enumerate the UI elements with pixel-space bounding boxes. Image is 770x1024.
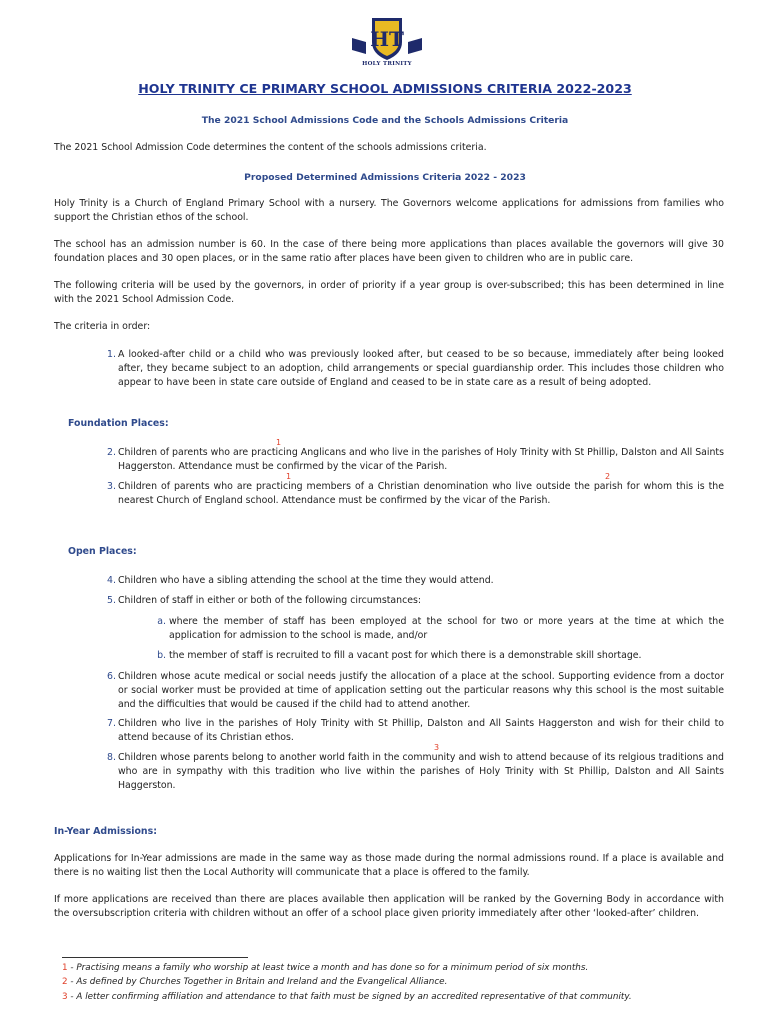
item-5a-letter: a. (157, 616, 166, 627)
item-5-number: 5. (107, 595, 116, 606)
in-year-paragraph-2: If more applications are received than there are places available then application will be ranked by the Governing Body in accordance with the oversubscription criteria with children without an offer of a school place given priority immediately after other ‘looked-after’ children. (54, 894, 724, 919)
crest-left-wing (352, 38, 366, 54)
subheading-proposed: Proposed Determined Admissions Criteria 2022 - 2023 (244, 172, 526, 183)
crest-right-wing (408, 38, 422, 54)
item-6-number: 6. (107, 671, 116, 682)
footnote-2-number: 2 (62, 977, 68, 987)
footnote-2 (62, 975, 447, 989)
item-3-number: 3. (107, 481, 116, 492)
footnote-divider (62, 957, 248, 958)
item-1-text: A looked-after child or a child who was previously looked after, but ceased to be so because, immediately after being looked after, they became subject to an adoption, child arrangements or special guardianship order. This includes those children who appear to have been in state care outside of England and ceased to be in state care as a result of being adopted. (118, 349, 724, 388)
item-7-text: Children who live in the parishes of Holy Trinity with St Phillip, Dalston and All Saints Haggerston and wish for their child to attend because of its Christian ethos. (118, 718, 724, 743)
item-5b-text: the member of staff is recruited to fill a vacant post for which there is a demonstrable skill shortage. (169, 650, 642, 661)
paragraph-intro: Holy Trinity is a Church of England Primary School with a nursery. The Governors welcome applications for admissions from families who support the Christian ethos of the school. (54, 198, 724, 223)
item-2-text: Children of parents who are practicing Anglicans and who live in the parishes of Holy Trinity with St Phillip, Dalston and All Saints Haggerston. Attendance must be confirmed by the vicar of the Parish. (118, 447, 724, 472)
footnote-1 (62, 961, 588, 975)
item-8-text: Children whose parents belong to another world faith in the community and wish to attend because of its relgious traditions and who are in sympathy with this tradition who live within the parishes of Holy Trinity with St Phillip, Dalston and All Saints Haggerston. (118, 752, 724, 791)
footnote-2-text: - As defined by Churches Together in Britain and Ireland and the Evangelical Alliance. (67, 977, 448, 987)
footnote-3 (62, 990, 632, 1004)
paragraph-criteria-usage: The following criteria will be used by the governors, in order of priority if a year group is over-subscribed; this has been determined in line with the 2021 School Admission Code. (54, 280, 724, 305)
page-title: HOLY TRINITY CE PRIMARY SCHOOL ADMISSIONS CRITERIA 2022-2023 (138, 81, 632, 96)
open-places-heading: Open Places: (68, 546, 137, 557)
paragraph-criteria-order: The criteria in order: (54, 321, 151, 332)
foundation-places-heading: Foundation Places: (68, 418, 169, 429)
crest-letters: HT (370, 27, 404, 51)
footnote-1-text: - Practising means a family who worship at least twice a month and has done so for a minimum period of six months. (67, 963, 589, 973)
item-6-text: Children whose acute medical or social needs justify the allocation of a place at the school. Supporting evidence from a doctor or social worker must be provided at time of application setting out the particular reasons why this school is the most suitable and the difficulties that would be caused if the child had to attend another. (118, 671, 724, 710)
item-4-text: Children who have a sibling attending the school at the time they would attend. (118, 575, 494, 586)
footnote-3-number: 3 (62, 992, 68, 1002)
footnote-3-text: - A letter confirming affiliation and attendance to that faith must be signed by an accredited representative of that community. (67, 992, 632, 1002)
item-1-number: 1. (107, 349, 116, 360)
footnote-1-number: 1 (62, 963, 68, 973)
item-2-superscript: 1 (276, 438, 282, 447)
subheading-code: The 2021 School Admissions Code and the Schools Admissions Criteria (201, 115, 569, 126)
item-3-text: Children of parents who are practicing members of a Christian denomination who live outside the parish for whom this is the nearest Church of England school. Attendance must be confirmed by the vicar of the Parish. (118, 481, 724, 506)
in-year-heading: In-Year Admissions: (54, 826, 157, 837)
item-5-text: Children of staff in either or both of the following circumstances: (118, 595, 422, 606)
item-3-superscript-1: 1 (286, 472, 292, 481)
item-7-number: 7. (107, 718, 116, 729)
item-8-superscript: 3 (434, 743, 440, 752)
logo-text: HOLY TRINITY (362, 61, 412, 67)
item-8-number: 8. (107, 752, 116, 763)
item-2-number: 2. (107, 447, 116, 458)
item-5a-text: where the member of staff has been employed at the school for two or more years at the time at which the application for admission to the school is made, and/or (169, 616, 724, 641)
paragraph-admission-number: The school has an admission number is 60. In the case of there being more applications than places available the governors will give 30 foundation places and 30 open places, or in the same ratio after places have been given to children who are in public care. (54, 239, 724, 264)
in-year-paragraph-1: Applications for In-Year admissions are made in the same way as those made during the normal admissions round. If a place is available and there is no waiting list then the Local Authority will communicate that a place is offered to the family. (54, 853, 724, 878)
paragraph-code: The 2021 School Admission Code determines the content of the schools admissions criteria. (54, 142, 487, 153)
item-4-number: 4. (107, 575, 116, 586)
item-5b-letter: b. (157, 650, 166, 661)
item-3-superscript-2: 2 (605, 472, 611, 481)
